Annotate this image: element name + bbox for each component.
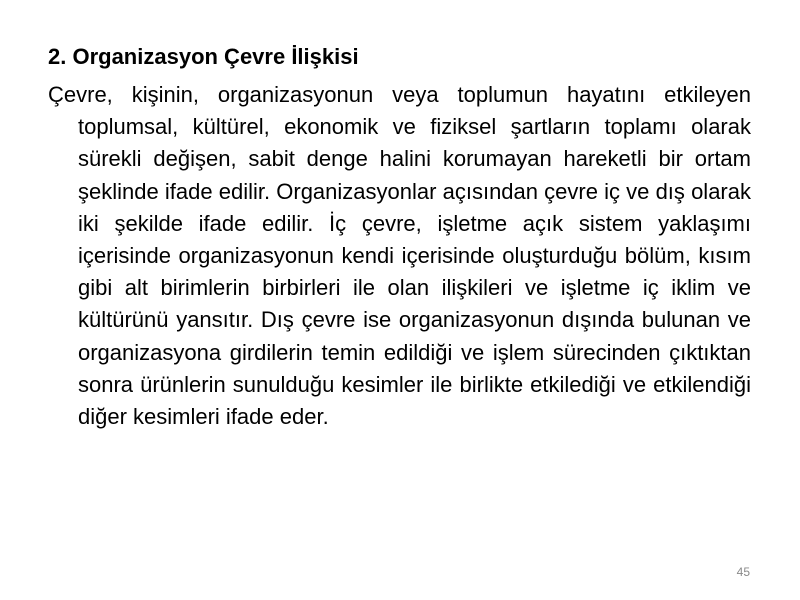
slide-heading: 2. Organizasyon Çevre İlişkisi: [48, 44, 359, 69]
body-paragraph: Çevre, kişinin, organizasyonun veya toplumun hayatını etkileyen toplumsal, kültürel, ekonomik ve fiziksel şartların toplamı olarak sürekli değişen, sabit denge halini korumayan hareketli bir ortam şeklinde ifade edilir. Organizasyonlar açısından çevre iç ve dış olarak iki şekilde ifade edilir. İç çevre, işletme açık sistem yaklaşımı içerisinde organizasyonun kendi içerisinde oluşturduğu bölüm, kısım gibi alt birimlerin birbirleri ile olan ilişkileri ve işletme iç iklim ve kültürünü yansıtır. Dış çevre ise organizasyonun dışında bulunan ve organizasyona girdilerin temin edildiği ve işlem sürecinden çıktıktan sonra ürünlerin sunulduğu kesimler ile birlikte etkilediği ve etkilendiği diğer kesimleri ifade eder.: [48, 82, 751, 430]
page-number: 45: [736, 565, 750, 579]
